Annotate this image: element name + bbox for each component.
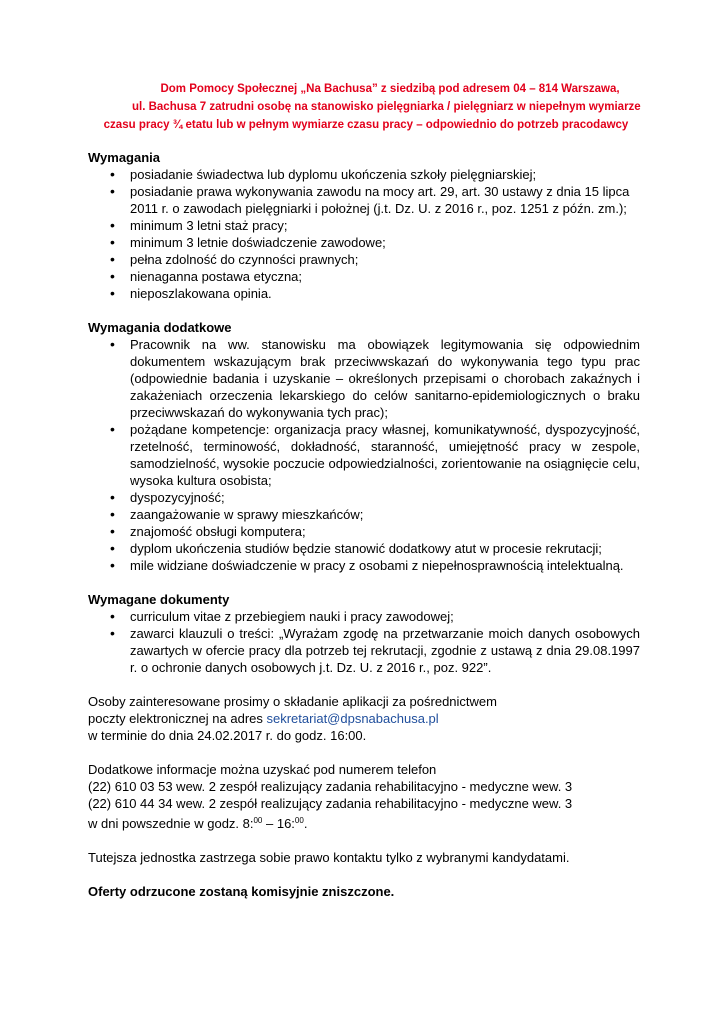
additional-requirements-title: Wymagania dodatkowe (88, 320, 232, 335)
contact-info (88, 761, 640, 832)
list-item: • mile widziane doświadczenie w pracy z osobami z niepełnosprawnością intelektualną. (88, 557, 640, 574)
list-item: • pełna zdolność do czynności prawnych; (88, 251, 640, 268)
list-item: • minimum 3 letni staż pracy; (88, 217, 640, 234)
hours-end: . (303, 816, 308, 831)
list-item: • dyspozycyjność; (88, 489, 640, 506)
list-item: • znajomość obsługi komputera; (88, 523, 640, 540)
list-item: • nienaganna postawa etyczna; (88, 268, 640, 285)
required-documents-list (88, 608, 640, 676)
header-line-1: Dom Pomocy Społecznej „Na Bachusa” z siedzibą pod adresem 04 – 814 Warszawa, (160, 83, 620, 95)
header-line-2: ul. Bachusa 7 zatrudni osobę na stanowisko pielęgniarka / pielęgniarz w niepełnym wymiarze (132, 101, 641, 113)
list-item: • posiadanie świadectwa lub dyplomu ukończenia szkoły pielęgniarskiej; (88, 166, 640, 183)
list-item: • pożądane kompetencje: organizacja pracy własnej, komunikatywność, dyspozycyjność, rzetelność, terminowość, dokładność, staranność, umiejętność pracy w zespole, samodzielność, wysokie poczucie odpowiedzialności, zorientowanie na osiągnięcie celu, wysoka kultura osobista; (88, 421, 640, 489)
hours-dash: – 16: (262, 816, 295, 831)
hours-prefix: w dni powszednie w godz. 8: (88, 816, 254, 831)
phone-line-2: (22) 610 44 34 wew. 2 zespół realizujący zadania rehabilitacyjno - medyczne wew. 3 (88, 796, 573, 811)
list-item: • nieposzlakowana opinia. (88, 285, 640, 302)
email-link[interactable]: sekretariat@dpsnabachusa.pl (266, 711, 439, 726)
required-documents-title: Wymagane dokumenty (88, 592, 230, 607)
header-line-3: czasu pracy ¾ etatu lub w pełnym wymiarze czasu pracy – odpowiednio do potrzeb pracodawcy (103, 119, 629, 131)
list-item: • Pracownik na ww. stanowisku ma obowiązek legitymowania się odpowiednim dokumentem wskazującym brak przeciwwskazań do wykonywania tego typu prac (odpowiednie badania i uzyskanie – określonych przepisami o chorobach zakaźnych i zakażeniach orzeczenia lekarskiego do celów sanitarno-epidemiologicznych o braku przeciwwskazań do wykonywania tych prac); (88, 336, 640, 421)
list-item: • minimum 3 letnie doświadczenie zawodowe; (88, 234, 640, 251)
hours-to-minutes: 00 (294, 816, 304, 825)
list-item: • zawarci klauzuli o treści: „Wyrażam zgodę na przetwarzanie moich danych osobowych zawartych w ofercie pracy dla potrzeb tej rekrutacji, zgodnie z ustawą z dnia 29.08.1997 r. o ochronie danych osobowych j.t. Dz. U. z 2016 r., poz. 922”. (88, 625, 640, 676)
phone-line-1: (22) 610 03 53 wew. 2 zespół realizujący zadania rehabilitacyjno - medyczne wew. 3 (88, 779, 573, 794)
job-offer-header (100, 80, 640, 134)
requirements-list (88, 166, 640, 302)
final-statement: Oferty odrzucone zostaną komisyjnie zniszczone. (88, 884, 395, 899)
application-line-2-text: poczty elektronicznej na adres (88, 711, 267, 726)
application-line-1: Osoby zainteresowane prosimy o składanie aplikacji za pośrednictwem (88, 694, 497, 709)
office-hours (88, 812, 640, 832)
application-line-2 (88, 710, 640, 727)
application-deadline: w terminie do dnia 24.02.2017 r. do godz. 16:00. (88, 728, 367, 743)
document-body (88, 149, 640, 900)
hours-from-minutes: 00 (253, 816, 263, 825)
list-item: • zaangażowanie w sprawy mieszkańców; (88, 506, 640, 523)
list-item: • dyplom ukończenia studiów będzie stanowić dodatkowy atut w procesie rekrutacji; (88, 540, 640, 557)
list-item: • posiadanie prawa wykonywania zawodu na mocy art. 29, art. 30 ustawy z dnia 15 lipca 2011 r. o zawodach pielęgniarki i położnej (j.t. Dz. U. z 2016 r., poz. 1251 z późn. zm.); (88, 183, 640, 217)
requirements-title: Wymagania (88, 150, 161, 165)
list-item: • curriculum vitae z przebiegiem nauki i pracy zawodowej; (88, 608, 640, 625)
notice-text: Tutejsza jednostka zastrzega sobie prawo kontaktu tylko z wybranymi kandydatami. (88, 850, 570, 865)
contact-line-1: Dodatkowe informacje można uzyskać pod numerem telefon (88, 762, 437, 777)
application-info (88, 693, 640, 744)
additional-requirements-list (88, 336, 640, 574)
